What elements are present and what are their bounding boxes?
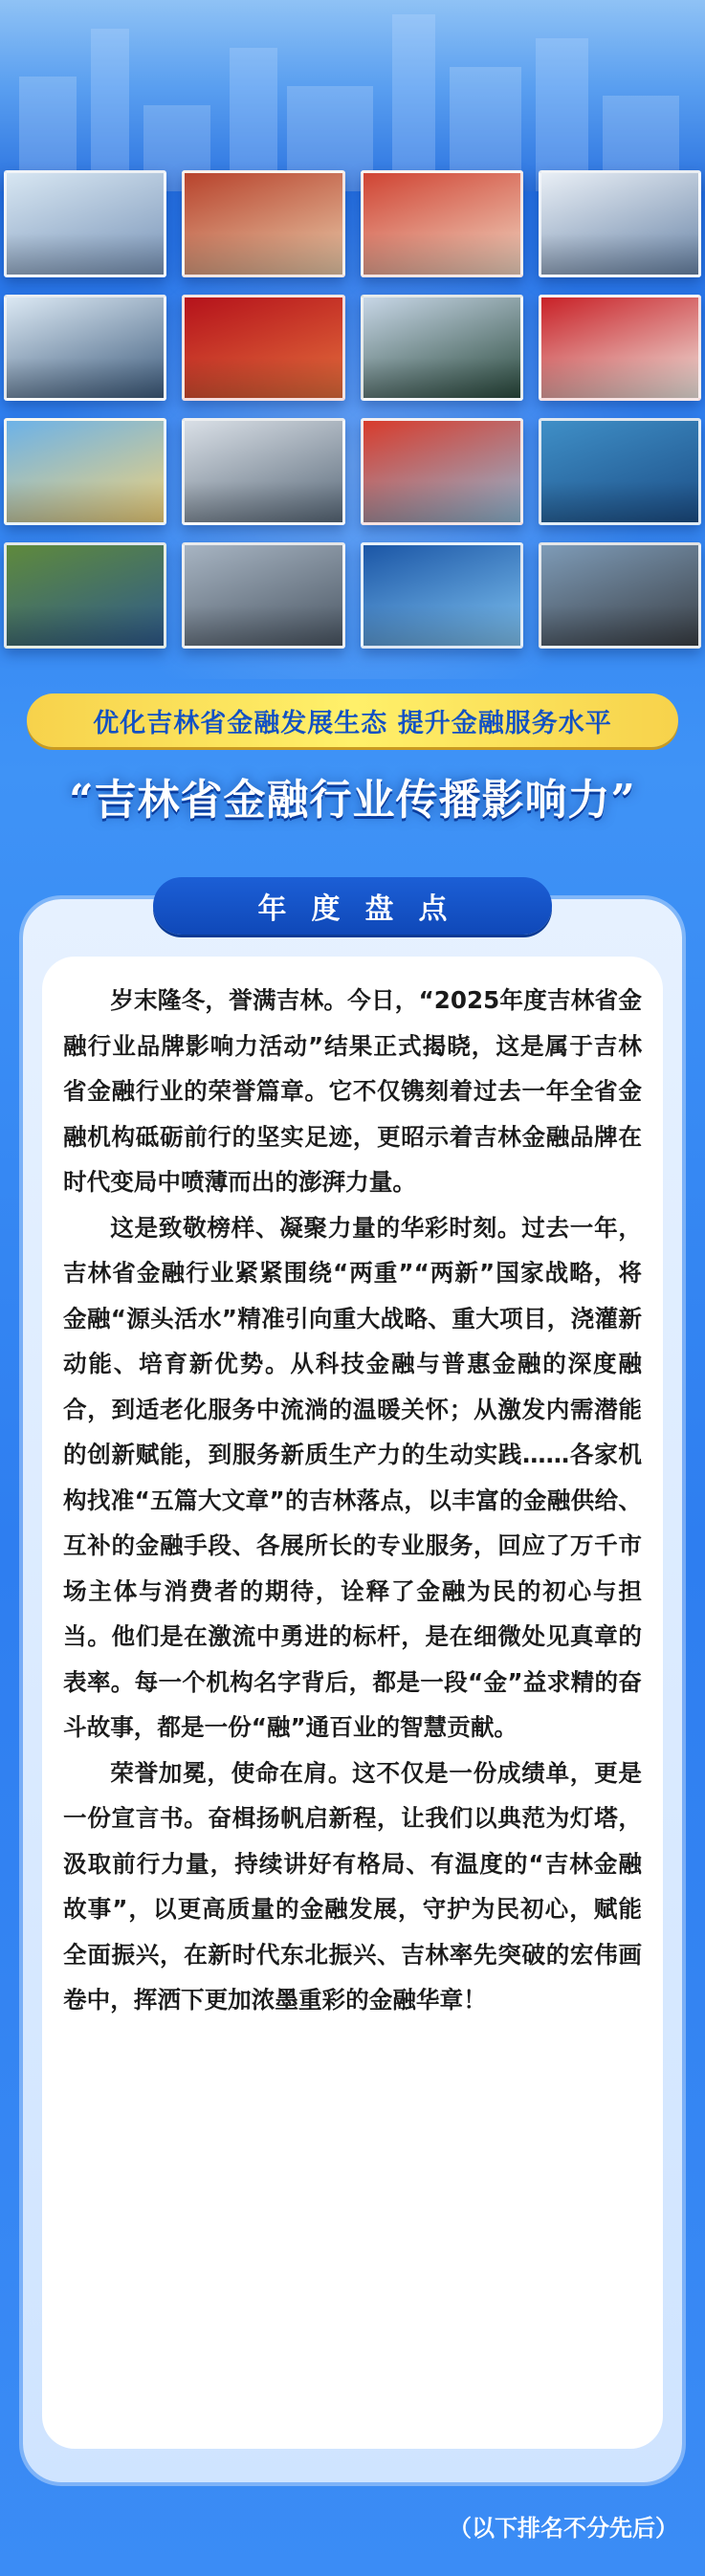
photo-helicopter-team [4, 295, 166, 402]
slogan-banner [27, 694, 678, 747]
paragraph: 岁末隆冬，誉满吉林。今日，“2025年度吉林省金融行业品牌影响力活动”结果正式揭晓，这是属于吉林省金融行业的荣誉篇章。它不仅镌刻着过去一年全省金融机构砥砺前行的坚实足迹，更昭示着吉林金融品牌在时代变局中喷薄而出的澎湃力量。 [63, 986, 642, 1196]
photo-farm-tractor [4, 542, 166, 650]
slogan-text: 优化吉林省金融发展生态 提升金融服务水平 [93, 708, 612, 738]
article-body [63, 978, 642, 2023]
paragraph: 这是致敬榜样、凝聚力量的华彩时刻。过去一年，吉林省金融行业紧紧围绕“两重”“两新”国家战略，将金融“源头活水”精准引向重大战略、重大项目，浇灌新动能、培育新优势。从科技金融与普惠金融的深度融合，到适老化服务中流淌的温暖关怀；从激发内需潜能的创新赋能，到服务新质生产力的生动实践……各家机构找准“五篇大文章”的吉林落点，以丰富的金融供给、互补的金融手段、各展所长的专业服务，回应了万千市场主体与消费者的期待，诠释了金融为民的初心与担当。他们是在激流中勇进的标杆，是在细微处见真章的表率。每一个机构名字背后，都是一段“金”益求精的奋斗故事，都是一份“融”通百业的智慧贡献。 [63, 1213, 642, 1741]
section-tab-label: 年度盘点 [257, 892, 473, 926]
photo-kids-poster [4, 418, 166, 525]
photo-office-meeting [182, 418, 344, 525]
photo-award-ceremony [361, 542, 523, 650]
photo-community-event [361, 170, 523, 277]
paragraph: 荣誉加冕，使命在肩。这不仅是一份成绩单，更是一份宣言书。奋楫扬帆启新程，让我们以典范为灯塔，汲取前行力量，持续讲好有格局、有温度的“吉林金融故事”，以更高质量的金融发展，守护为民初心，赋能全面振兴，在新时代东北振兴、吉林率先突破的宏伟画卷中，挥洒下更加浓墨重彩的金融华章！ [63, 1758, 642, 2014]
ranking-note: （以下排名不分先后） [449, 2515, 678, 2542]
photo-energy-tanks [4, 170, 166, 277]
section-tab [153, 877, 552, 935]
photo-factory-line [182, 542, 344, 650]
page-title: “吉林省金融行业传播影响力” [69, 776, 636, 825]
photo-collage [0, 170, 705, 649]
photo-field-harvest [539, 542, 701, 650]
photo-medical-workers [539, 418, 701, 525]
photo-service-counter [182, 170, 344, 277]
photo-red-stage [182, 295, 344, 402]
photo-red-flags-parade [361, 418, 523, 525]
photo-staff-group [361, 295, 523, 402]
photo-bank-lobby [539, 295, 701, 402]
photo-bank-building [539, 170, 701, 277]
